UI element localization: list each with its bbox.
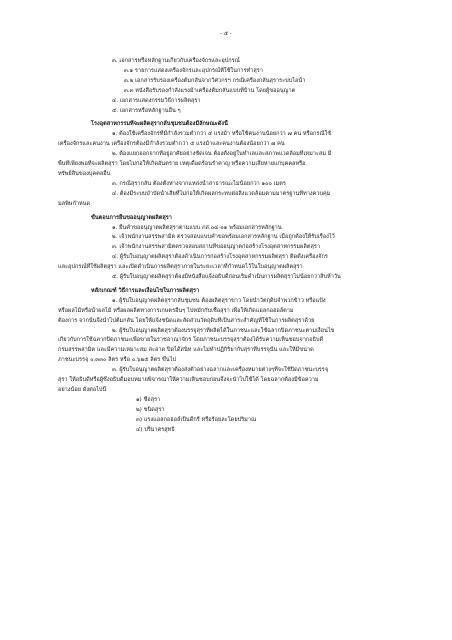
text-line: ๓) แรงแอลกอฮอล์เป็นดีกรี หรือร้อยละโดยปริมาณ [136, 416, 257, 423]
text-line: ๔) ปริมาตรสุทธิ [136, 426, 175, 433]
text-line: กรมสรรพสามิต และมีความเหมาะสม สะอาด ปิดได้สนิท และไม่ทำปฏิกิริยากับสุราที่บรรจุนั้น และให้มีขนาด [58, 347, 314, 354]
text-line: ๓. เจ้าพนักงานสรรพสามิตตรวจสอบสถานที่ขออนุญาตก่อสร้างโรงอุตสาหกรรมผลิตสุรา [112, 244, 321, 251]
text-line: ๓.๓ หนังสือรับรองกำลังแรงม้าเครื่องต้มกลั่นแบบที่บ้าน โดยผู้ขออนุญาต [124, 87, 296, 94]
text-line: ๓. ผู้รับใบอนุญาตผลิตสุราต้องส่งตัวอย่างฉลากและเครื่องหมายต่างๆที่จะใช้ปิดภาชนะบรรจุ [112, 367, 329, 374]
text-line: ๕. เอกสารหรือหลักฐานอื่น ๆ [112, 107, 181, 114]
text-line: ภาชนะบรรจุ ๐.๓๓๐ ลิตร หรือ ๐.๖๒๕ ลิตร ขึ้นไป [58, 357, 177, 364]
text-line: ๑. ยื่นคำขออนุญาตผลิตสุราตามแบบ ภส.๐๔-๐๑ พร้อมเอกสารหลักฐาน [112, 224, 282, 231]
section-heading: โรงอุตสาหกรรมที่จะผลิตสุรากลั่นชุมชนต้องมีลักษณะดังนี้ [91, 121, 228, 128]
text-line: ต้องการ จากนั้นจึงนำไปต้มกลั่น โดยให้แจ้งชนิดและสัดส่วนวัตถุดิบที่เป็นสาระสำคัญที่ใช้ในการผลิตสุราด้วย [58, 317, 315, 324]
text-line: ๑) ชื่อสุรา [136, 396, 161, 403]
text-line: ๒. ต้องแยกออกจากที่อยู่อาศัยอย่างชัดเจน ต้องตั้งอยู่ในทำเลและสภาพแวดล้อมที่เหมาะสม มี [112, 151, 332, 158]
text-line: เครื่องจักรและคนงาน เครื่องจักรต้องมีกำลังรวมต่ำกว่า ๕ แรงม้าและคนงานต้องน้อยกว่า ๗ คน [58, 141, 285, 148]
text-line: ทรัพย์สินของบุคคลอื่น [58, 170, 111, 177]
text-line: ๔. ผู้รับใบอนุญาตผลิตสุราต้องดำเนินการก่อสร้างโรงอุตสาหกรรมผลิตสุรา ติดตั้งเครื่องจักร [112, 254, 328, 261]
text-line: ๓.๒ เอกสารรับรองเครื่องต้มกลั่นจากวิศวกรฯ กรณีเครื่องกลั่นสุราระบบไอน้ำ [124, 77, 306, 84]
text-line: ๑. ผู้รับใบอนุญาตผลิตสุรากลั่นชุมชน ต้องผลิตสุราขาว โดยนำวัตถุดิบจำพวกข้าว หรือแป้ง [112, 297, 326, 304]
text-line: ๑. ต้องใช้เครื่องจักรที่มีกำลังรวมต่ำกว่า ๕ แรงม้า หรือใช้คนงานน้อยกว่า ๗ คน หรือกรณีใช้ [112, 131, 332, 138]
text-line: หรือผลไม้หรือน้ำผลไม้ หรือผลผลิตทางการเกษตรอื่นๆ ไปหมักกับเชื้อสุรา เพื่อให้เกิดแอลกอฮอล์ตาม [58, 307, 294, 314]
section-heading: ขั้นตอนการยื่นขออนุญาตผลิตสุรา [91, 214, 172, 221]
page-number: - ๕ - [220, 31, 232, 37]
text-line: ๔. เอกสารแสดงกรรมวิธีการผลิตสุรา [112, 97, 201, 104]
text-line: ๒) ชนิดสุรา [136, 406, 165, 413]
text-line: ๒. เจ้าพนักงานสรรพสามิต ตรวจสอบแบบคำขอพร้อมเอกสารหลักฐาน เมื่อถูกต้องให้รับเรื่องไว้ [112, 234, 335, 241]
text-line: เกี่ยวกับการใช้ฉลากปิดภาชนะเพื่อขายในราชอาณาจักร โดยภาชนะบรรจุสุราต้องได้รับความเห็นชอบจากอธิบดี [58, 337, 324, 344]
text-line: ๓. กรณีสุรากลั่น ต้องตั้งห่างจากแหล่งน้ำสาธารณะไม่น้อยกว่า ๑๐๐ เมตร [112, 180, 286, 187]
section-heading: หลักเกณฑ์ วิธีการและเงื่อนไขในการผลิตสุรา [91, 287, 200, 294]
text-line: ๒. ผู้รับใบอนุญาตผลิตสุราต้องบรรจุสุราที่ผลิตได้ในภาชนะและใช้ฉลากปิดภาชนะตามเงื่อนไข [112, 327, 335, 334]
text-line: ๓.๑ รายการแสดงเครื่องจักรและอุปกรณ์ที่ใช้ในการทำสุรา [124, 67, 263, 74]
document-body [58, 57, 403, 436]
text-line: ๕. ผู้รับใบอนุญาตผลิตสุราต้องมีหนังสือแจ้งอธิบดีก่อนเริ่มดำเนินการผลิตสุราไม่น้อยกว่าสิบห้าวัน [112, 274, 341, 281]
text-line: พื้นที่เพียงพอที่จะผลิตสุรา โดยไม่ก่อให้เกิดอันตราย เหตุเดือดร้อนรำคาญ หรือความเสียหายแก่บุคคลหรือ [58, 161, 306, 168]
text-line: สุรา ให้อธิบดีหรือผู้ซึ่งอธิบดีมอบหมายพิจารณาให้ความเห็นชอบก่อนจึงจะนำไปใช้ได้ โดยฉลากต้องมีข้อความ [58, 377, 319, 384]
text-line: อย่างน้อย ดังต่อไปนี้ [58, 387, 107, 393]
text-line: ๔. ต้องมีระบบบำบัดน้ำเสียที่ไม่ก่อให้เกิดผลกระทบต่อสิ่งแวดล้อมตามมาตรฐานที่ทางควบคุม [112, 190, 331, 197]
text-line: มลพิษกำหนด [58, 200, 91, 207]
text-line: และอุปกรณ์ที่ใช้ผลิตสุรา และเปิดดำเนินการผลิตสุราภายในระยะเวลาที่กำหนดไว้ในใบอนุญาตผลิตสุรา [58, 264, 303, 271]
text-line: ๓. เอกสารหรือหลักฐานเกี่ยวกับเครื่องจักรและอุปกรณ์ [112, 58, 240, 64]
